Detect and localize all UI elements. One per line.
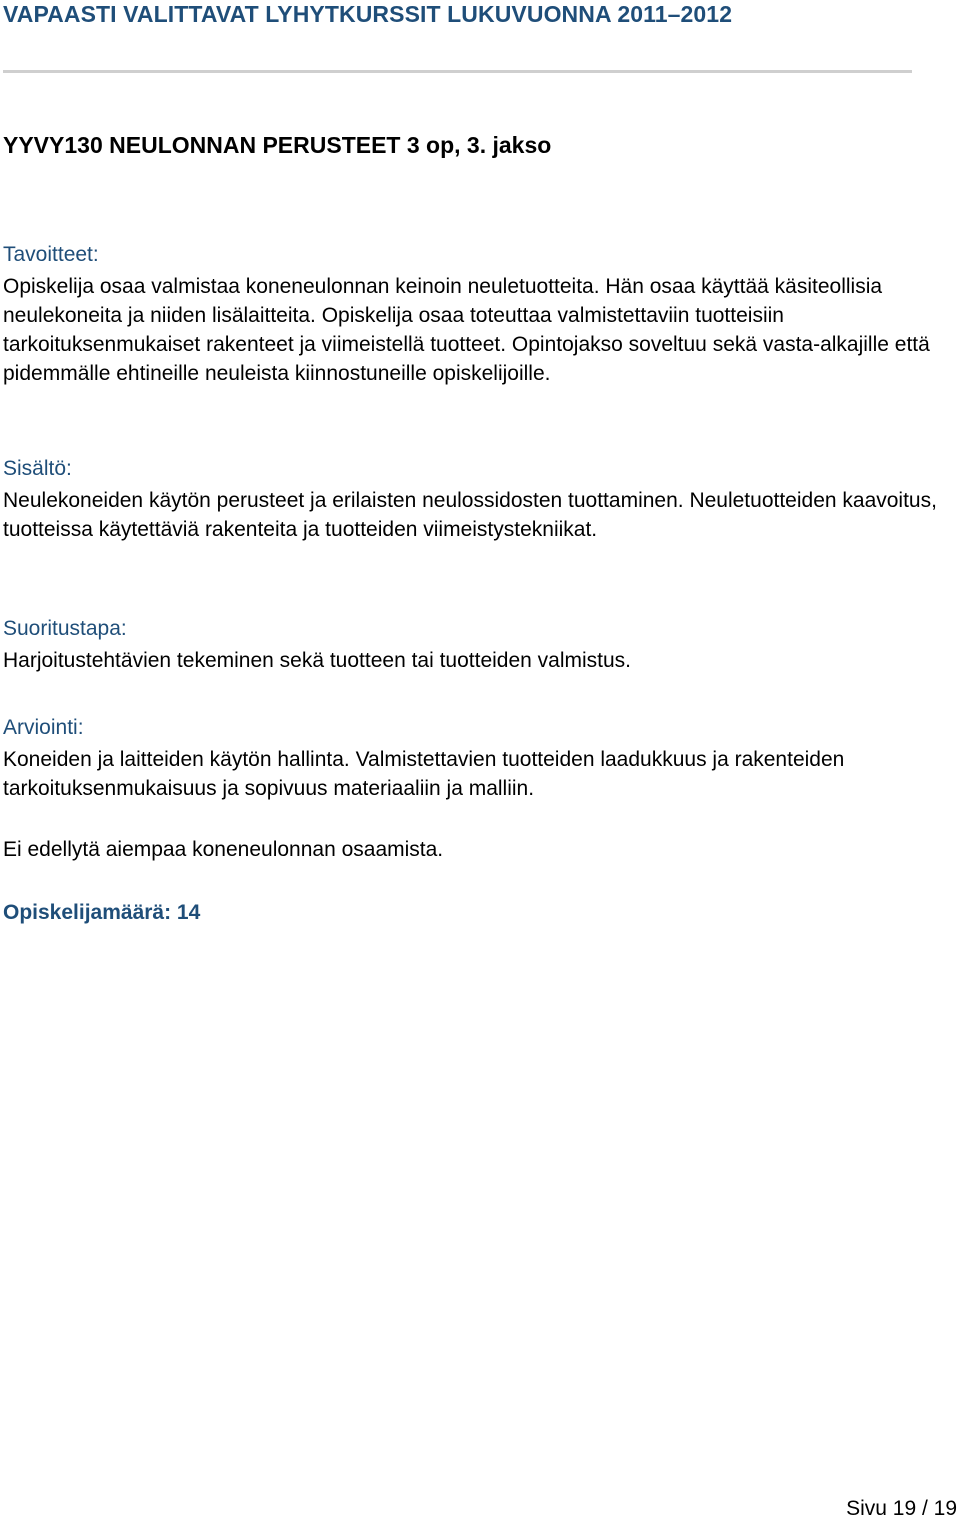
prerequisite-note: Ei edellytä aiempaa koneneulonnan osaamista. (3, 838, 444, 861)
course-title: YYVY130 NEULONNAN PERUSTEET 3 op, 3. jakso (3, 132, 552, 158)
student-count: Opiskelijamäärä: 14 (3, 901, 201, 924)
section-heading-assessment: Arviointi: (3, 716, 84, 739)
section-assessment (3, 713, 943, 803)
section-heading-content: Sisältö: (3, 457, 72, 480)
section-body-content: Neulekoneiden käytön perusteet ja erilaisten neulossidosten tuottaminen. Neuletuotteiden kaavoitus, tuotteissa käytettäviä rakenteita ja tuotteiden viimeistystekniikat. (3, 489, 937, 541)
section-heading-method: Suoritustapa: (3, 617, 127, 640)
section-body-assessment: Koneiden ja laitteiden käytön hallinta. Valmistettavien tuotteiden laadukkuus ja rakenteiden tarkoituksenmukaisuus ja sopivuus materiaaliin ja malliin. (3, 748, 845, 800)
section-body-goals: Opiskelija osaa valmistaa koneneulonnan keinoin neuletuotteita. Hän osaa käyttää käsiteollisia neulekoneita ja niiden lisälaitteita. Opiskelija osaa toteuttaa valmistettaviin tuotteisiin tarkoituksenmukaiset rakenteet ja viimeistellä tuotteet. Opintojakso soveltuu sekä vasta-alkajille että pidemmälle ehtineille neuleista kiinnostuneille opiskelijoille. (3, 275, 930, 385)
section-goals (3, 240, 943, 388)
section-body-method: Harjoitustehtävien tekeminen sekä tuotteen tai tuotteiden valmistus. (3, 649, 632, 672)
section-method (3, 614, 943, 675)
section-heading-goals: Tavoitteet: (3, 243, 99, 266)
document-header-title: VAPAASTI VALITTAVAT LYHYTKURSSIT LUKUVUONNA 2011–2012 (3, 1, 733, 27)
page-number: Sivu 19 / 19 (846, 1497, 957, 1520)
section-content (3, 454, 943, 544)
header-divider (3, 70, 912, 73)
